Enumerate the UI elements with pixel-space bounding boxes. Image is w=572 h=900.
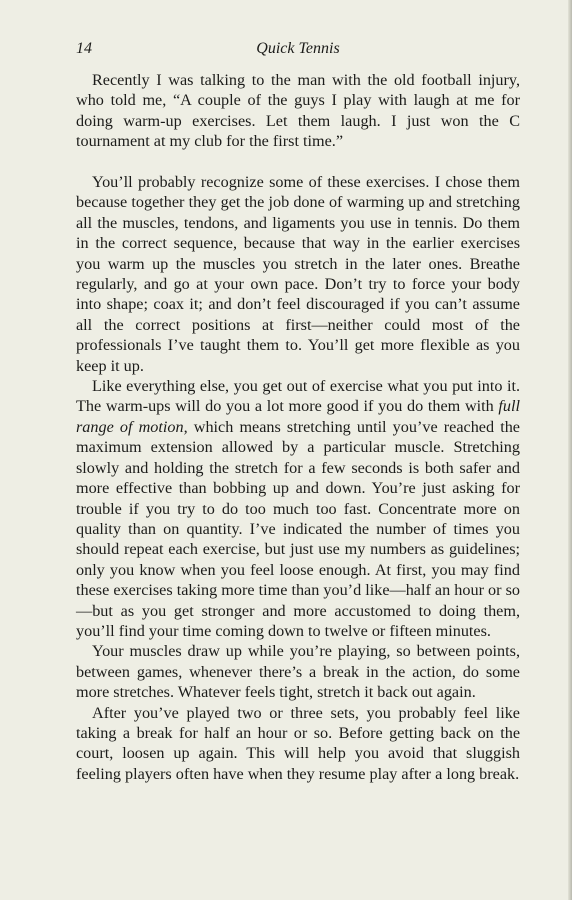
paragraph-football-injury: Recently I was talking to the man with the old football injury, who told me, “A couple of the guys I play with laugh at me for doing warm-up exercises. Let them laugh. I just won the C tournament at my club for the first time.” [76, 71, 520, 151]
page-edge [568, 0, 572, 900]
paragraph-range-of-motion-start: Like everything else, you get out of exercise what you put into it. The warm-ups will do you a lot more good if you do them with [76, 377, 520, 416]
paragraph-exercises-intro: You’ll probably recognize some of these exercises. I chose them because together they get the job done of warming up and stretching all the muscles, tendons, and ligaments you use in tennis. Do them in the correct sequence, because that way in the earlier exercises you warm up the muscles you stretch in the later ones. Breathe regularly, and go at your own pace. Don’t try to force your body into shape; coax it; and don’t feel discouraged if you can’t assume all the correct positions at first—neither could most of the professionals I’ve taught them to. You’ll get more flexible as you keep it up. [76, 173, 520, 375]
emphasis-full-range-of-motion: full range of motion, [76, 397, 520, 436]
paragraph-range-of-motion-end: which means stretching until you’ve reached the maximum extension allowed by a particular muscle. Stretching slowly and holding the stretch for a few seconds is both safer and more effective than bobbing up and down. You’re just asking for trouble if you try to do too much too fast. Concentrate more on quality than on quantity. I’ve indicated the number of times you should repeat each exercise, but just use my numbers as guidelines; only you know when you feel loose enough. At first, you may find these exercises taking more time than you’d like—half an hour or so—but as you get stronger and more accustomed to doing them, you’ll find your time coming down to twelve or fifteen minutes. [76, 417, 520, 640]
paragraph-after-sets: After you’ve played two or three sets, you probably feel like taking a break for half an hour or so. Before getting back on the court, loosen up again. This will help you avoid that sluggish feeling players often have when they resume play after a long break. [76, 703, 520, 783]
running-head: Quick Tennis [256, 40, 340, 57]
page-header [76, 39, 520, 59]
page-number: 14 [76, 40, 92, 57]
paragraph-between-points: Your muscles draw up while you’re playing, so between points, between games, whenever there’s a break in the action, do some more stretches. Whatever feels tight, stretch it back out again. [76, 642, 520, 702]
paragraph-range-of-motion [76, 376, 520, 641]
body-text [76, 70, 520, 784]
